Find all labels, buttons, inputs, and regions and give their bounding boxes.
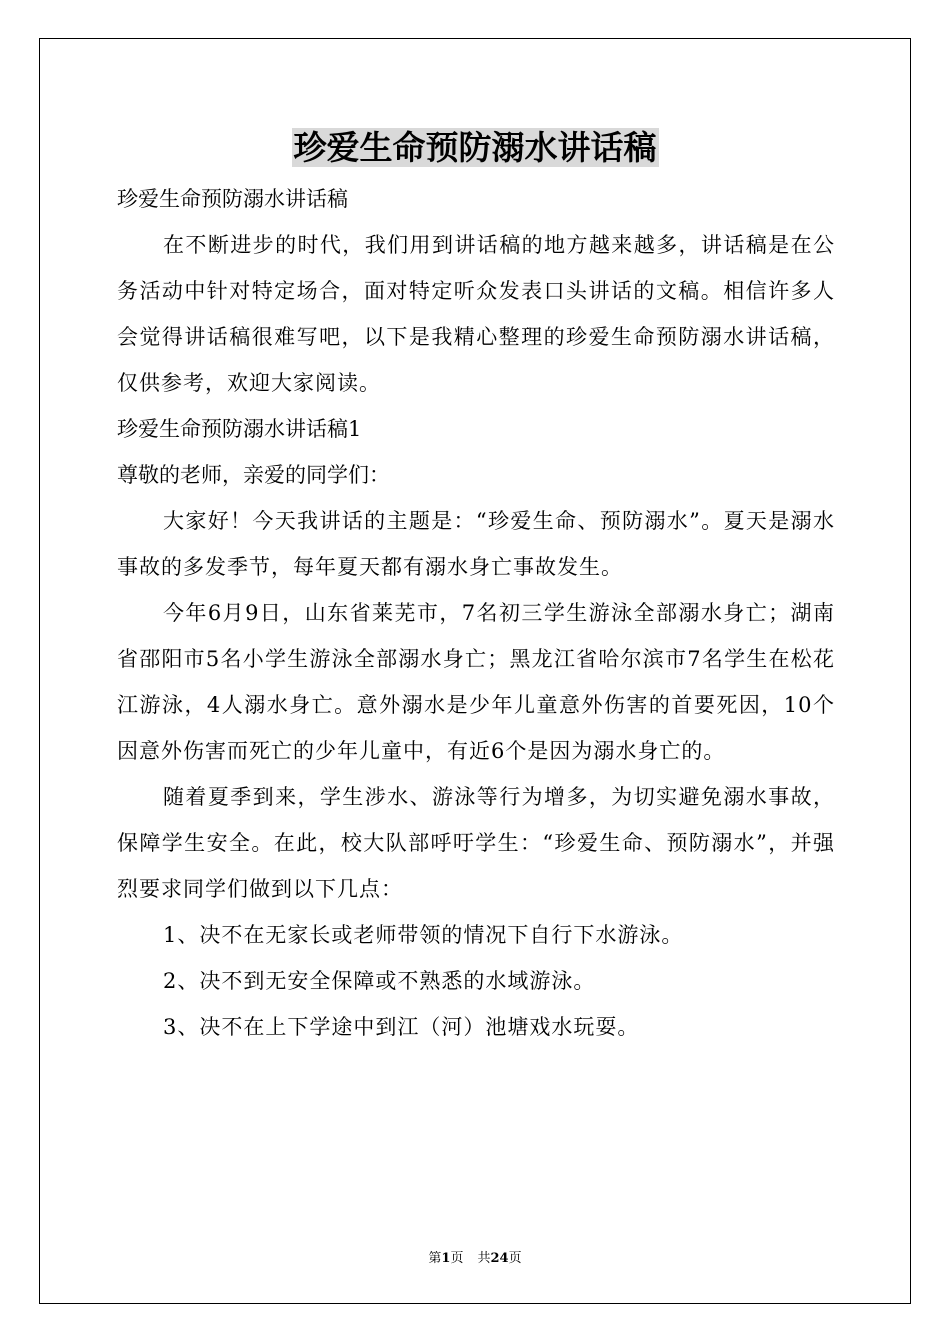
salutation: 尊敬的老师，亲爱的同学们： [117,463,390,487]
page-prefix: 第 [428,1251,442,1266]
page-current: 1 [441,1251,451,1266]
document-title-text: 珍爱生命预防溺水讲话稿 [293,128,657,167]
intro-paragraph: 在不断进步的时代，我们用到讲话稿的地方越来越多，讲话稿是在公务活动中针对特定场合，面对特定听众发表口头讲话的文稿。相信许多人会觉得讲话稿很难写吧，以下是我精心整理的珍爱生命预防溺水讲话稿，仅供参考，欢迎大家阅读。 [117,233,835,395]
section-heading: 珍爱生命预防溺水讲话稿1 [117,417,362,441]
page-suffix: 页 [450,1251,464,1266]
total-suffix: 页 [508,1251,522,1266]
document-subtitle: 珍爱生命预防溺水讲话稿 [117,187,348,211]
rule-item-2: 2、决不到无安全保障或不熟悉的水域游泳。 [163,969,596,993]
body-paragraph-1: 大家好！今天我讲话的主题是：“珍爱生命、预防溺水”。夏天是溺水事故的多发季节，每年夏天都有溺水身亡事故发生。 [117,509,835,579]
document-body [117,176,835,1050]
body-paragraph-3: 随着夏季到来，学生涉水、游泳等行为增多，为切实避免溺水事故，保障学生安全。在此，校大队部呼吁学生：“珍爱生命、预防溺水”，并强烈要求同学们做到以下几点： [117,785,835,901]
total-prefix: 共 [477,1251,491,1266]
rule-item-1: 1、决不在无家长或老师带领的情况下自行下水游泳。 [163,923,684,947]
page-footer [0,1250,950,1268]
page-total: 24 [490,1251,509,1266]
body-paragraph-2: 今年6月9日，山东省莱芜市，7名初三学生游泳全部溺水身亡；湖南省邵阳市5名小学生游泳全部溺水身亡；黑龙江省哈尔滨市7名学生在松花江游泳，4人溺水身亡。意外溺水是少年儿童意外伤害的首要死因，10个因意外伤害而死亡的少年儿童中，有近6个是因为溺水身亡的。 [117,601,835,763]
document-title [0,126,950,170]
rule-item-3: 3、决不在上下学途中到江（河）池塘戏水玩耍。 [163,1015,640,1039]
